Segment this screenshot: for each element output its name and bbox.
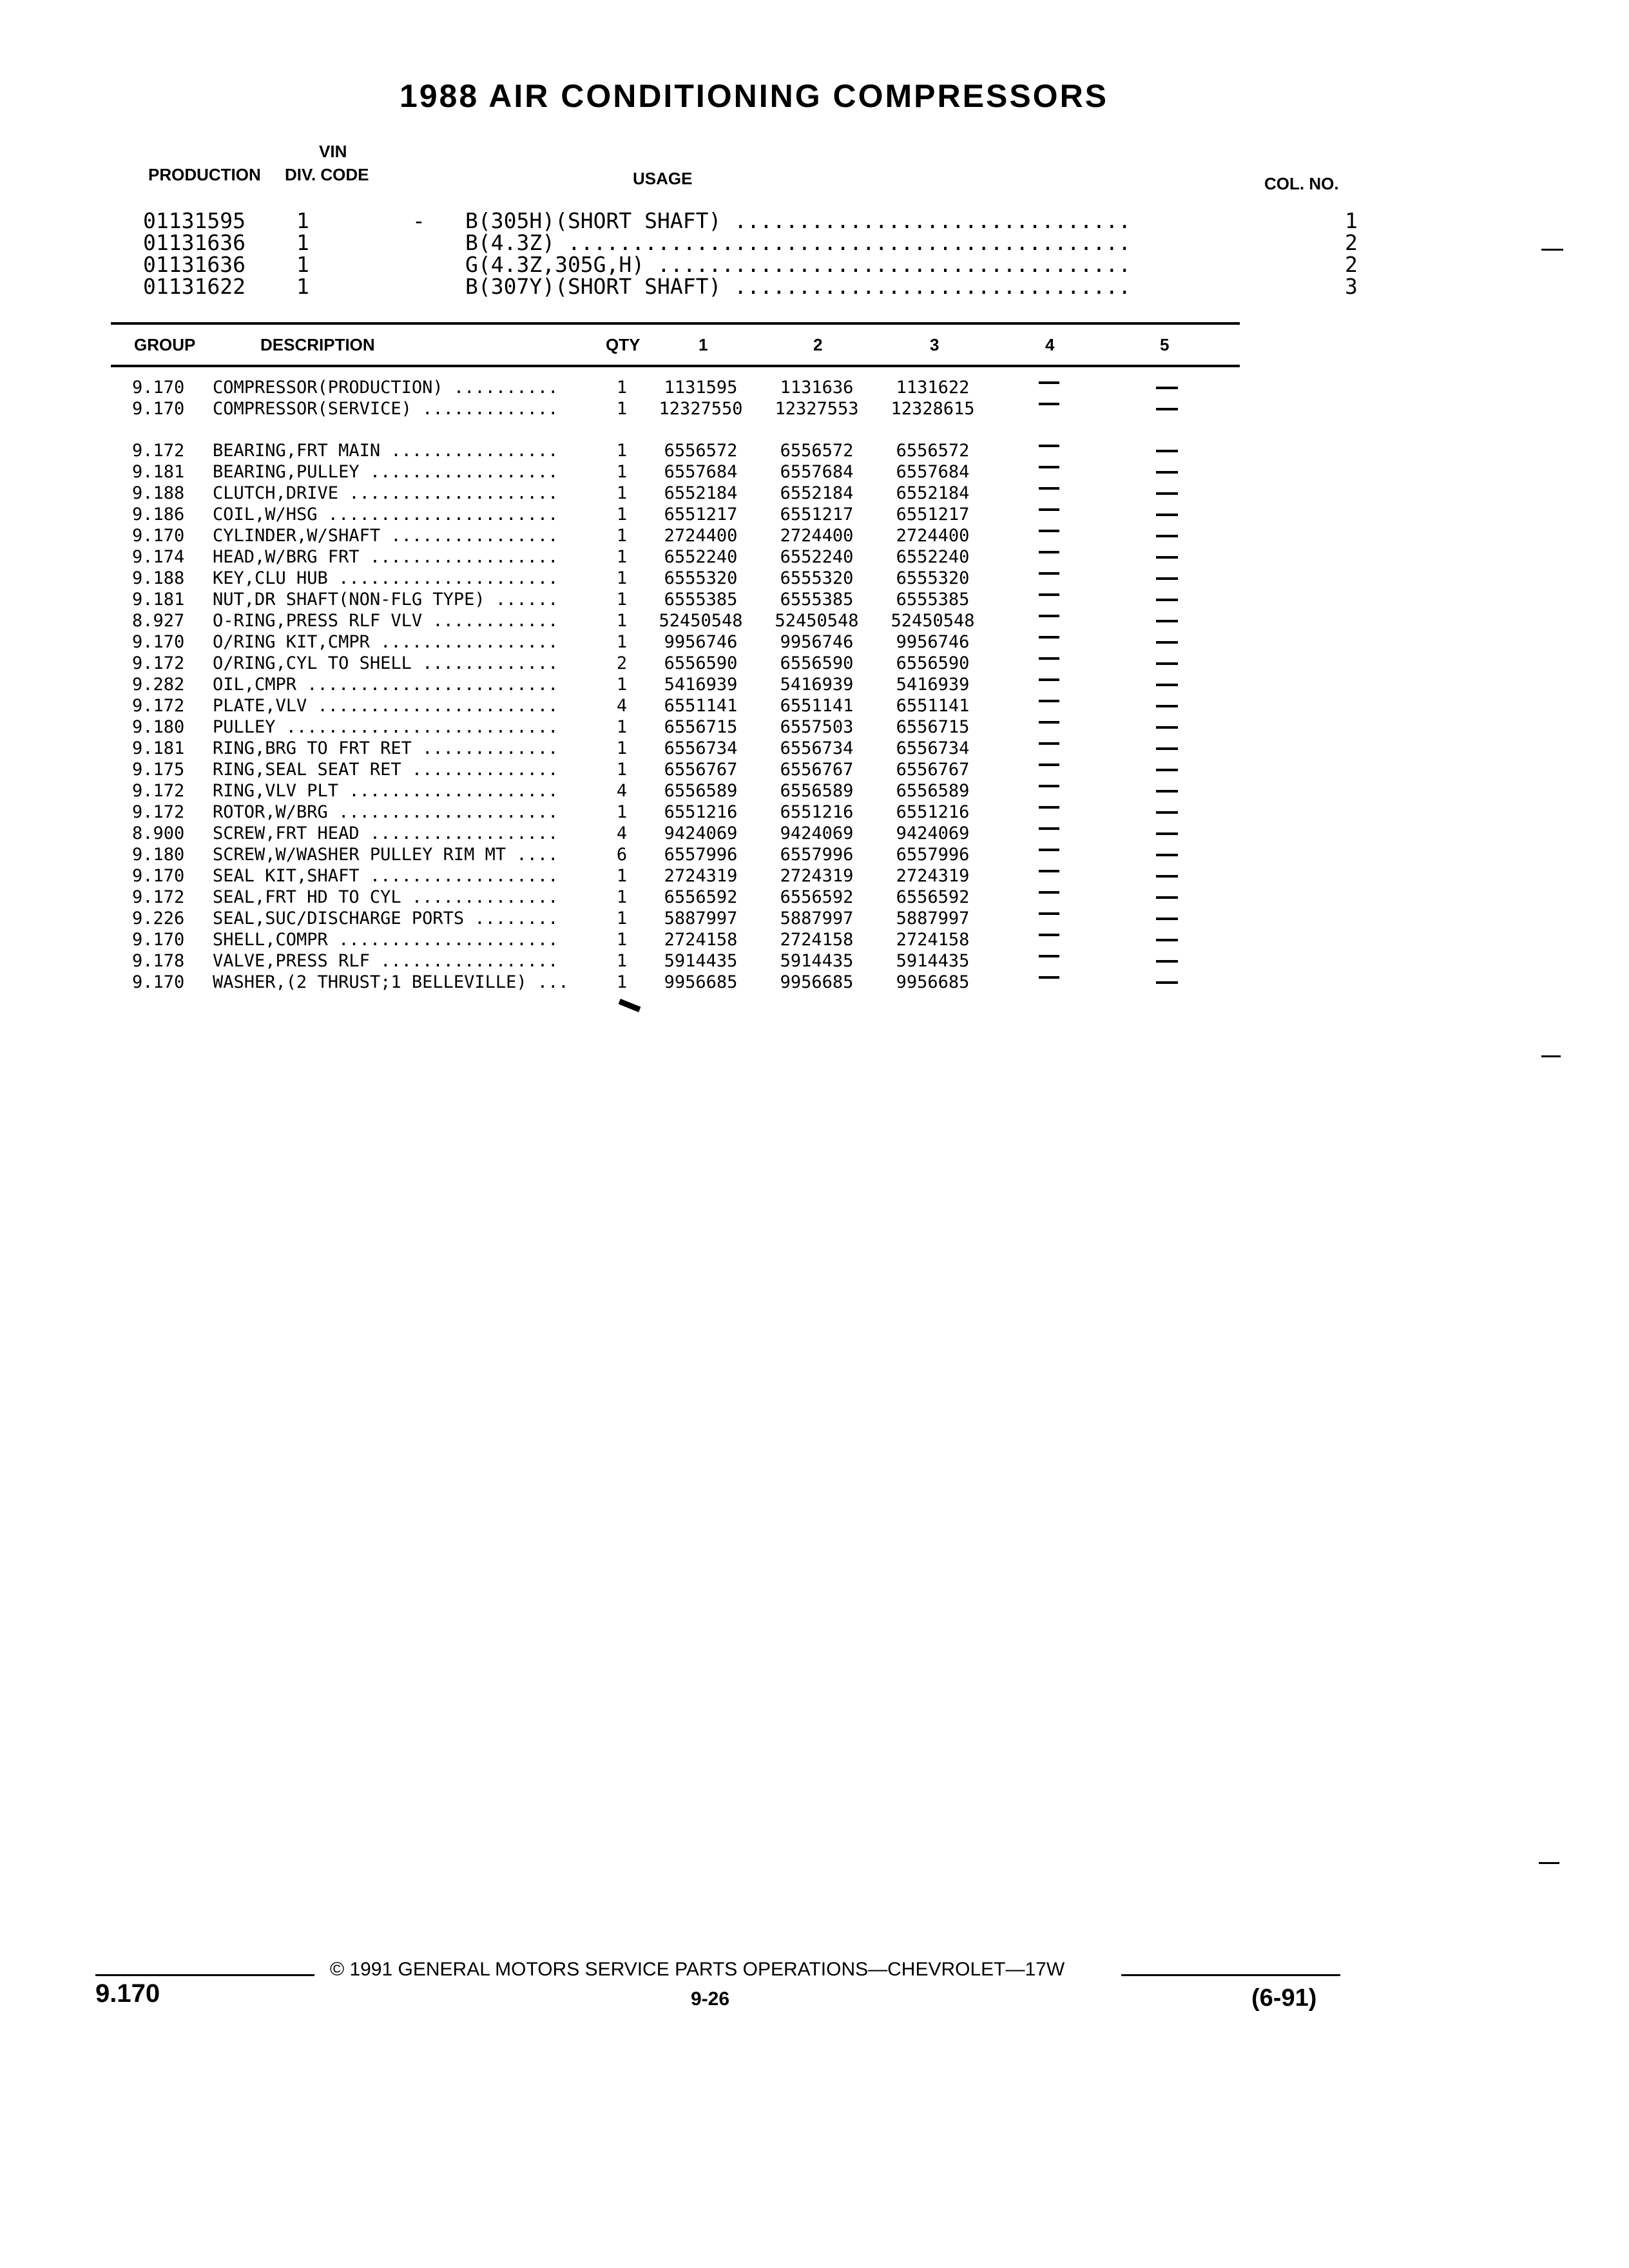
usage-col: 3 [1345, 274, 1358, 299]
part-group: 9.170 [132, 526, 185, 546]
part-qty: 1 [616, 526, 628, 546]
col4-dash [1039, 764, 1059, 766]
usage-col: 2 [1345, 230, 1358, 255]
part-group: 8.927 [132, 611, 185, 631]
table-row [0, 399, 1629, 420]
table-row [0, 823, 1629, 845]
part-group: 9.172 [132, 887, 185, 907]
part-number-col3: 9424069 [896, 823, 970, 843]
part-qty: 1 [616, 972, 628, 992]
part-number-col2: 52450548 [775, 611, 859, 631]
part-number-col1: 12327550 [659, 399, 743, 419]
col4-dash [1039, 742, 1059, 745]
qty-column-header: QTY [606, 335, 641, 354]
col4-dash [1039, 955, 1059, 957]
part-number-col2: 6551141 [780, 696, 854, 716]
part-description: BEARING,PULLEY .................. [213, 462, 559, 482]
part-number-col3: 6557996 [896, 845, 970, 865]
usage-text: G(4.3Z,305G,H) ..................................... [465, 252, 1132, 277]
part-group: 9.174 [132, 547, 185, 567]
part-description: PULLEY .......................... [213, 717, 559, 737]
col4-dash [1039, 403, 1059, 405]
part-number-col1: 6552240 [664, 547, 738, 567]
part-number-col2: 6555320 [780, 568, 854, 588]
part-number-col1: 2724319 [664, 866, 738, 886]
usage-text: B(305H)(SHORT SHAFT) ............................... [465, 208, 1132, 233]
col5-dash [1156, 747, 1178, 750]
part-description: RING,VLV PLT .................... [213, 781, 559, 801]
table-row [0, 845, 1629, 866]
table-row [0, 802, 1629, 823]
table-header-rule [111, 365, 1240, 367]
part-number-col1: 9424069 [664, 823, 738, 843]
col4-dash [1039, 572, 1059, 575]
part-group: 9.178 [132, 951, 185, 971]
col4-dash [1039, 827, 1059, 830]
part-number-col1: 6555320 [664, 568, 738, 588]
part-group: 9.188 [132, 568, 185, 588]
col5-dash [1156, 408, 1178, 410]
part-number-col2: 6557996 [780, 845, 854, 865]
part-number-col1: 6557684 [664, 462, 738, 482]
usage-header: USAGE [633, 169, 693, 188]
part-qty: 1 [616, 802, 628, 822]
part-qty: 1 [616, 887, 628, 907]
part-qty: 6 [616, 845, 628, 865]
col5-dash [1156, 620, 1178, 622]
footer-page-number: 9-26 [691, 1988, 730, 2010]
part-number-col3: 9956685 [896, 972, 970, 992]
part-number-col3: 6557684 [896, 462, 970, 482]
part-number-col2: 6555385 [780, 590, 854, 610]
col4-dash [1039, 806, 1059, 809]
page-title: 1988 AIR CONDITIONING COMPRESSORS [399, 78, 1109, 114]
part-number-col1: 6557996 [664, 845, 738, 865]
part-group: 8.900 [132, 823, 185, 843]
part-number-col3: 6556589 [896, 781, 970, 801]
footer-rule-right [1121, 1974, 1340, 1976]
div-code-header: DIV. CODE [285, 165, 369, 184]
part-group: 9.180 [132, 845, 185, 865]
part-description: O-RING,PRESS RLF VLV ............ [213, 611, 559, 631]
usage-text: B(4.3Z) ............................................ [465, 230, 1132, 255]
col5-dash [1156, 981, 1178, 984]
part-group: 9.181 [132, 462, 185, 482]
part-qty: 1 [616, 505, 628, 524]
part-number-col2: 6552184 [780, 483, 854, 503]
part-number-col1: 6556589 [664, 781, 738, 801]
col4-dash [1039, 530, 1059, 532]
table-row [0, 908, 1629, 930]
col-no-header: COL. NO. [1264, 174, 1339, 193]
footer-copyright: © 1991 GENERAL MOTORS SERVICE PARTS OPERATIONS—CHEVROLET—17W [330, 1959, 1065, 1980]
part-number-col1: 5887997 [664, 908, 738, 928]
part-number-col1: 9956746 [664, 632, 738, 652]
table-row [0, 632, 1629, 653]
table-row [0, 526, 1629, 547]
table-row [0, 547, 1629, 568]
col4-header: 4 [1045, 335, 1055, 354]
part-qty: 1 [616, 547, 628, 567]
col5-dash [1156, 599, 1178, 601]
description-column-header: DESCRIPTION [260, 335, 375, 354]
col4-dash [1039, 487, 1059, 490]
table-row [0, 866, 1629, 887]
part-description: RING,BRG TO FRT RET ............. [213, 738, 559, 758]
table-row [0, 738, 1629, 760]
part-group: 9.186 [132, 505, 185, 524]
table-row [0, 930, 1629, 951]
usage-div: 1 [296, 274, 309, 299]
usage-div: 1 [296, 252, 309, 277]
part-group: 9.170 [132, 632, 185, 652]
part-number-col2: 2724319 [780, 866, 854, 886]
part-number-col2: 6556734 [780, 738, 854, 758]
part-number-col2: 9956746 [780, 632, 854, 652]
part-number-col2: 6556572 [780, 441, 854, 461]
usage-production: 01131636 [143, 252, 246, 277]
table-row [0, 441, 1629, 462]
part-number-col1: 5416939 [664, 675, 738, 695]
col4-dash [1039, 381, 1059, 384]
part-group: 9.170 [132, 378, 185, 398]
col4-dash [1039, 785, 1059, 787]
part-number-col1: 6551217 [664, 505, 738, 524]
part-number-col2: 6551217 [780, 505, 854, 524]
part-group: 9.226 [132, 908, 185, 928]
part-description: COIL,W/HSG ...................... [213, 505, 559, 524]
part-number-col3: 6556572 [896, 441, 970, 461]
group-column-header: GROUP [134, 335, 196, 354]
part-number-col1: 6551216 [664, 802, 738, 822]
part-description: SEAL,SUC/DISCHARGE PORTS ........ [213, 908, 559, 928]
table-row [0, 653, 1629, 675]
part-number-col3: 6551216 [896, 802, 970, 822]
col2-header: 2 [813, 335, 823, 354]
part-number-col1: 6555385 [664, 590, 738, 610]
part-qty: 1 [616, 483, 628, 503]
col4-dash [1039, 466, 1059, 468]
part-number-col2: 5416939 [780, 675, 854, 695]
col4-dash [1039, 849, 1059, 851]
part-description: O/RING KIT,CMPR ................. [213, 632, 559, 652]
part-group: 9.181 [132, 738, 185, 758]
part-number-col3: 6552184 [896, 483, 970, 503]
col4-dash [1039, 891, 1059, 894]
usage-text: B(307Y)(SHORT SHAFT) ............................... [465, 274, 1132, 299]
col5-dash [1156, 641, 1178, 644]
col4-dash [1039, 551, 1059, 553]
table-row [0, 462, 1629, 483]
col4-dash [1039, 445, 1059, 447]
col5-dash [1156, 896, 1178, 899]
part-qty: 1 [616, 399, 628, 419]
part-qty: 4 [616, 823, 628, 843]
part-group: 9.180 [132, 717, 185, 737]
col5-dash [1156, 705, 1178, 707]
col5-dash [1156, 790, 1178, 793]
part-number-col2: 6551216 [780, 802, 854, 822]
table-row [0, 972, 1629, 994]
col4-dash [1039, 636, 1059, 639]
part-number-col1: 9956685 [664, 972, 738, 992]
part-description: WASHER,(2 THRUST;1 BELLEVILLE) ... [213, 972, 569, 992]
margin-mark [1541, 249, 1563, 251]
col4-dash [1039, 976, 1059, 979]
part-description: SHELL,COMPR ..................... [213, 930, 559, 950]
part-group: 9.170 [132, 972, 185, 992]
col5-dash [1156, 832, 1178, 835]
usage-production: 01131622 [143, 274, 246, 299]
stray-mark [619, 999, 641, 1012]
col5-dash [1156, 918, 1178, 920]
part-qty: 1 [616, 632, 628, 652]
usage-div: 1 [296, 208, 309, 233]
usage-production: 01131636 [143, 230, 246, 255]
part-qty: 1 [616, 908, 628, 928]
part-group: 9.181 [132, 590, 185, 610]
part-number-col3: 2724400 [896, 526, 970, 546]
col5-dash [1156, 492, 1178, 495]
part-description: CYLINDER,W/SHAFT ................ [213, 526, 559, 546]
part-description: NUT,DR SHAFT(NON-FLG TYPE) ...... [213, 590, 559, 610]
part-description: SEAL,FRT HD TO CYL .............. [213, 887, 559, 907]
part-description: COMPRESSOR(SERVICE) ............. [213, 399, 559, 419]
production-header: PRODUCTION [148, 165, 261, 184]
part-number-col1: 1131595 [664, 378, 738, 398]
part-group: 9.170 [132, 866, 185, 886]
table-top-rule [111, 322, 1240, 325]
table-row [0, 483, 1629, 505]
footer-rule-left [95, 1974, 314, 1976]
col5-dash [1156, 769, 1178, 771]
col5-dash [1156, 960, 1178, 963]
vin-header: VIN [319, 142, 347, 161]
part-qty: 4 [616, 696, 628, 716]
footer-date: (6-91) [1251, 1984, 1317, 2012]
part-number-col1: 52450548 [659, 611, 743, 631]
part-number-col1: 6556590 [664, 653, 738, 673]
part-description: VALVE,PRESS RLF ................. [213, 951, 559, 971]
part-number-col3: 6555385 [896, 590, 970, 610]
col4-dash [1039, 678, 1059, 681]
part-description: SEAL KIT,SHAFT .................. [213, 866, 559, 886]
col5-dash [1156, 854, 1178, 856]
part-qty: 1 [616, 441, 628, 461]
part-qty: 1 [616, 590, 628, 610]
part-qty: 1 [616, 717, 628, 737]
part-group: 9.170 [132, 399, 185, 419]
part-number-col1: 5914435 [664, 951, 738, 971]
part-number-col3: 6556592 [896, 887, 970, 907]
part-group: 9.188 [132, 483, 185, 503]
col4-dash [1039, 700, 1059, 702]
part-number-col3: 6555320 [896, 568, 970, 588]
usage-production: 01131595 [143, 208, 246, 233]
part-qty: 1 [616, 738, 628, 758]
part-number-col1: 2724400 [664, 526, 738, 546]
part-number-col2: 6557503 [780, 717, 854, 737]
part-number-col3: 6552240 [896, 547, 970, 567]
part-number-col1: 6556734 [664, 738, 738, 758]
part-qty: 1 [616, 611, 628, 631]
part-number-col3: 52450548 [891, 611, 975, 631]
part-qty: 1 [616, 378, 628, 398]
part-number-col1: 2724158 [664, 930, 738, 950]
part-number-col3: 1131622 [896, 378, 970, 398]
part-number-col2: 6552240 [780, 547, 854, 567]
part-number-col2: 6557684 [780, 462, 854, 482]
col5-dash [1156, 684, 1178, 686]
part-description: ROTOR,W/BRG ..................... [213, 802, 559, 822]
table-row [0, 760, 1629, 781]
part-qty: 1 [616, 930, 628, 950]
col5-dash [1156, 577, 1178, 580]
part-group: 9.172 [132, 696, 185, 716]
table-row [0, 951, 1629, 972]
tick-mark: - [412, 208, 425, 233]
col4-dash [1039, 508, 1059, 511]
part-qty: 1 [616, 866, 628, 886]
part-number-col2: 2724158 [780, 930, 854, 950]
col4-dash [1039, 912, 1059, 915]
part-number-col3: 6551217 [896, 505, 970, 524]
part-description: CLUTCH,DRIVE .................... [213, 483, 559, 503]
col5-dash [1156, 387, 1178, 389]
usage-col: 2 [1345, 252, 1358, 277]
part-description: SCREW,W/WASHER PULLEY RIM MT .... [213, 845, 559, 865]
usage-col: 1 [1345, 208, 1358, 233]
part-number-col2: 1131636 [780, 378, 854, 398]
part-description: BEARING,FRT MAIN ................ [213, 441, 559, 461]
part-number-col2: 2724400 [780, 526, 854, 546]
part-number-col2: 9424069 [780, 823, 854, 843]
part-number-col1: 6552184 [664, 483, 738, 503]
part-number-col1: 6556572 [664, 441, 738, 461]
col4-dash [1039, 721, 1059, 724]
col5-dash [1156, 662, 1178, 665]
part-number-col1: 6556767 [664, 760, 738, 780]
part-number-col3: 6556734 [896, 738, 970, 758]
col5-dash [1156, 556, 1178, 559]
part-qty: 1 [616, 462, 628, 482]
table-row [0, 675, 1629, 696]
table-row [0, 717, 1629, 738]
part-number-col2: 6556592 [780, 887, 854, 907]
part-number-col3: 12328615 [891, 399, 975, 419]
part-group: 9.172 [132, 653, 185, 673]
part-number-col2: 6556590 [780, 653, 854, 673]
part-group: 9.175 [132, 760, 185, 780]
part-qty: 4 [616, 781, 628, 801]
part-number-col3: 6556715 [896, 717, 970, 737]
footer-section: 9.170 [95, 1979, 160, 2008]
part-qty: 1 [616, 568, 628, 588]
table-row [0, 696, 1629, 717]
col4-dash [1039, 615, 1059, 617]
col4-dash [1039, 593, 1059, 596]
col5-dash [1156, 535, 1178, 537]
part-description: KEY,CLU HUB ..................... [213, 568, 559, 588]
part-number-col3: 5887997 [896, 908, 970, 928]
part-number-col3: 6556767 [896, 760, 970, 780]
part-description: SCREW,FRT HEAD .................. [213, 823, 559, 843]
table-row [0, 568, 1629, 590]
margin-mark [1541, 1055, 1561, 1057]
part-number-col1: 6551141 [664, 696, 738, 716]
table-row [0, 505, 1629, 526]
part-number-col3: 2724158 [896, 930, 970, 950]
table-row [0, 781, 1629, 802]
part-number-col2: 12327553 [775, 399, 859, 419]
part-group: 9.172 [132, 781, 185, 801]
col4-dash [1039, 934, 1059, 936]
part-number-col2: 6556589 [780, 781, 854, 801]
table-row [0, 590, 1629, 611]
part-description: HEAD,W/BRG FRT .................. [213, 547, 559, 567]
part-qty: 1 [616, 760, 628, 780]
part-number-col1: 6556715 [664, 717, 738, 737]
col1-header: 1 [699, 335, 708, 354]
col5-dash [1156, 514, 1178, 516]
col4-dash [1039, 870, 1059, 872]
col3-header: 3 [930, 335, 940, 354]
col5-dash [1156, 811, 1178, 814]
part-group: 9.170 [132, 930, 185, 950]
part-qty: 1 [616, 675, 628, 695]
part-number-col2: 9956685 [780, 972, 854, 992]
part-description: PLATE,VLV ....................... [213, 696, 559, 716]
part-number-col3: 6556590 [896, 653, 970, 673]
part-number-col3: 5914435 [896, 951, 970, 971]
col5-dash [1156, 726, 1178, 729]
part-number-col3: 9956746 [896, 632, 970, 652]
part-group: 9.172 [132, 441, 185, 461]
part-qty: 2 [616, 653, 628, 673]
part-number-col3: 2724319 [896, 866, 970, 886]
part-description: O/RING,CYL TO SHELL ............. [213, 653, 559, 673]
col5-dash [1156, 471, 1178, 474]
part-description: RING,SEAL SEAT RET .............. [213, 760, 559, 780]
part-group: 9.282 [132, 675, 185, 695]
part-description: OIL,CMPR ........................ [213, 675, 559, 695]
col4-dash [1039, 657, 1059, 660]
part-qty: 1 [616, 951, 628, 971]
part-number-col1: 6556592 [664, 887, 738, 907]
part-group: 9.172 [132, 802, 185, 822]
table-row [0, 378, 1629, 399]
part-number-col2: 5914435 [780, 951, 854, 971]
col5-dash [1156, 450, 1178, 452]
col5-dash [1156, 875, 1178, 878]
usage-div: 1 [296, 230, 309, 255]
part-number-col3: 5416939 [896, 675, 970, 695]
part-description: COMPRESSOR(PRODUCTION) .......... [213, 378, 559, 398]
part-number-col3: 6551141 [896, 696, 970, 716]
col5-header: 5 [1160, 335, 1170, 354]
part-number-col2: 6556767 [780, 760, 854, 780]
table-row [0, 887, 1629, 908]
margin-mark [1539, 1862, 1559, 1864]
part-number-col2: 5887997 [780, 908, 854, 928]
table-row [0, 611, 1629, 632]
col5-dash [1156, 939, 1178, 941]
